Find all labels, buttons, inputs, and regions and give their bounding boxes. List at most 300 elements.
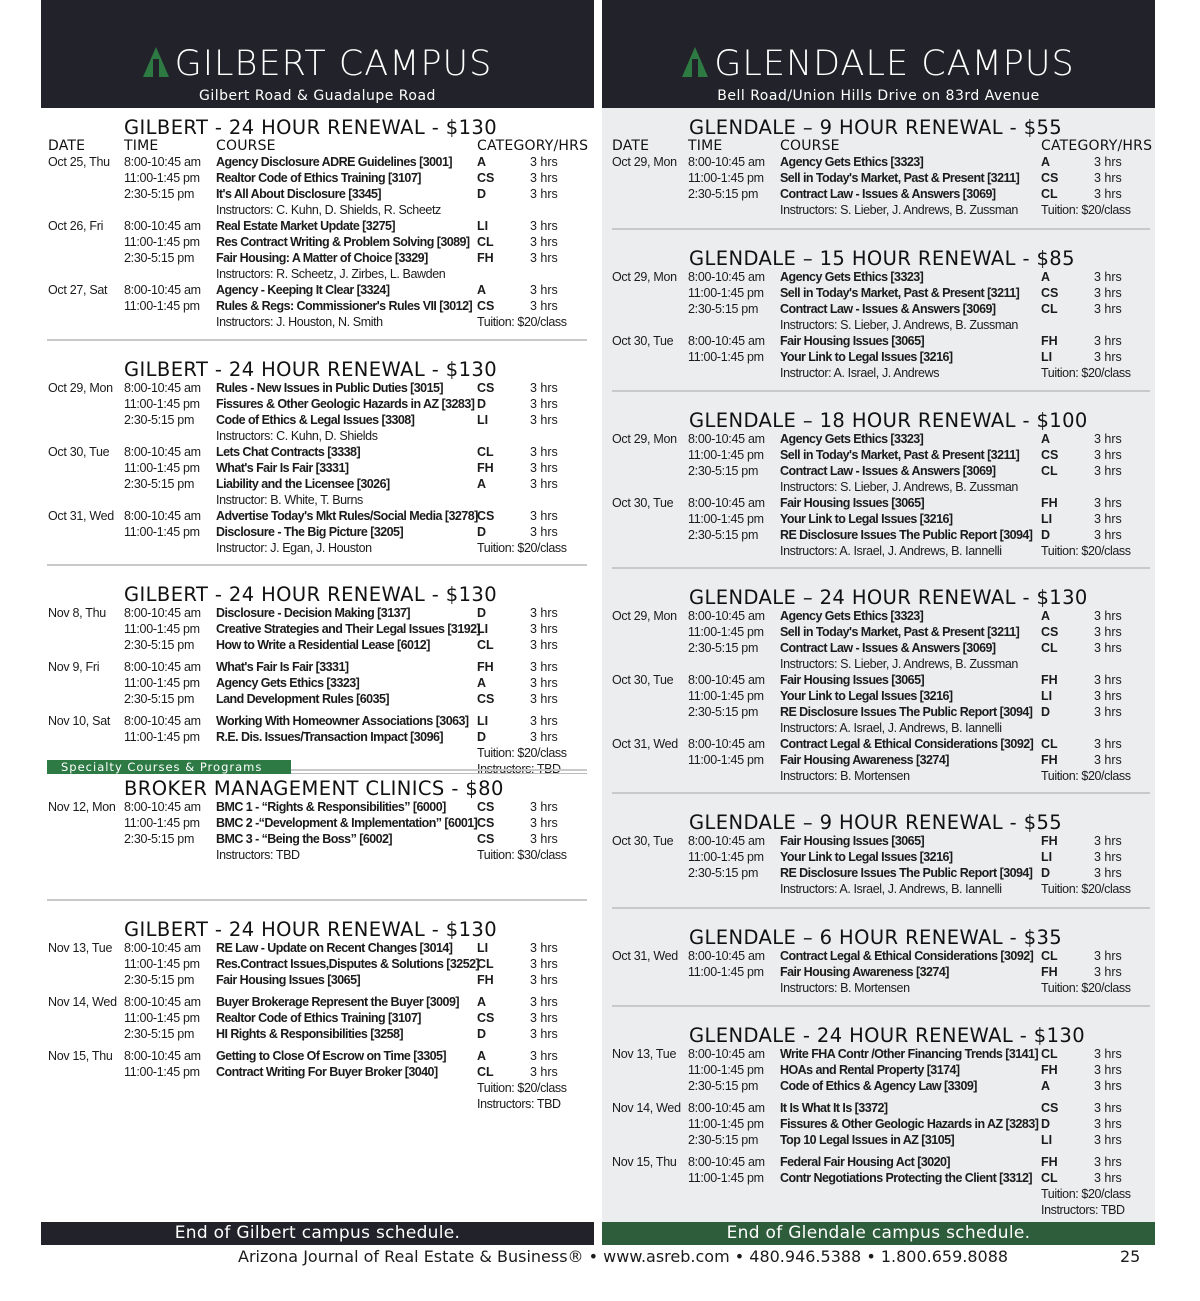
course-hours: 3 hrs <box>530 509 558 523</box>
course-time: 11:00-1:45 pm <box>688 1117 764 1131</box>
course-category: CL <box>477 957 494 971</box>
course-time: 8:00-10:45 am <box>688 1101 765 1115</box>
course-row <box>41 170 594 186</box>
course-hours: 3 hrs <box>530 800 558 814</box>
specialty-rule <box>291 773 587 774</box>
glendale-schedule <box>602 108 1155 1222</box>
course-name: Contract Legal & Ethical Considerations [3092] <box>780 949 1034 963</box>
course-category: FH <box>477 660 494 674</box>
course-time: 8:00-10:45 am <box>124 941 201 955</box>
course-row <box>602 688 1155 704</box>
course-name: Disclosure - The Big Picture [3205] <box>216 525 404 539</box>
tuition-note: Tuition: $20/class <box>1041 1187 1131 1201</box>
tree-logo-icon <box>143 47 169 77</box>
course-category: D <box>477 606 487 620</box>
course-name: Fissures & Other Geologic Hazards in AZ [3283] <box>216 397 475 411</box>
course-time: 11:00-1:45 pm <box>688 1171 764 1185</box>
course-row <box>41 396 594 412</box>
course-time: 2:30-5:15 pm <box>688 1079 759 1093</box>
course-time: 2:30-5:15 pm <box>688 1133 759 1147</box>
course-hours: 3 hrs <box>530 957 558 971</box>
course-category: CL <box>1041 737 1058 751</box>
course-time: 11:00-1:45 pm <box>688 625 764 639</box>
course-name: Code of Ethics & Legal Issues [3308] <box>216 413 415 427</box>
course-hours: 3 hrs <box>1094 1047 1122 1061</box>
course-date: Nov 14, Wed <box>612 1101 681 1115</box>
course-name: RE Disclosure Issues The Public Report [3094] <box>780 528 1033 542</box>
course-hours: 3 hrs <box>530 1049 558 1063</box>
course-date: Oct 30, Tue <box>612 834 674 848</box>
course-name: Fair Housing Issues [3065] <box>780 834 925 848</box>
column-header-time: TIME <box>124 138 159 154</box>
course-category: CL <box>477 1065 494 1079</box>
course-time: 8:00-10:45 am <box>688 1047 765 1061</box>
course-hours: 3 hrs <box>530 1065 558 1079</box>
course-date: Oct 30, Tue <box>612 334 674 348</box>
section-divider <box>612 228 1150 230</box>
course-name: Creative Strategies and Their Legal Issues [3192] <box>216 622 481 636</box>
course-row <box>602 640 1155 656</box>
course-row <box>41 831 594 847</box>
course-category: CL <box>1041 1047 1058 1061</box>
course-hours: 3 hrs <box>1094 1133 1122 1147</box>
tuition-note: Tuition: $20/class <box>477 1081 567 1095</box>
course-name: Code of Ethics & Agency Law [3309] <box>780 1079 977 1093</box>
column-header-date: DATE <box>48 138 86 154</box>
course-category: A <box>1041 270 1051 284</box>
course-hours: 3 hrs <box>530 1027 558 1041</box>
course-row <box>41 815 594 831</box>
course-hours: 3 hrs <box>1094 834 1122 848</box>
course-name: Agency Gets Ethics [3323] <box>780 270 924 284</box>
course-category: CS <box>1041 625 1059 639</box>
course-row <box>602 154 1155 170</box>
instructors-note: Instructors: A. Israel, J. Andrews, B. Iannelli <box>780 544 1002 558</box>
course-category: FH <box>1041 965 1058 979</box>
course-row <box>602 1046 1155 1062</box>
course-time: 11:00-1:45 pm <box>124 171 200 185</box>
course-time: 8:00-10:45 am <box>124 283 201 297</box>
course-row <box>602 463 1155 479</box>
course-hours: 3 hrs <box>1094 689 1122 703</box>
course-category: LI <box>1041 1133 1053 1147</box>
course-time: 2:30-5:15 pm <box>124 973 195 987</box>
course-name: Fair Housing Awareness [3274] <box>780 965 949 979</box>
course-hours: 3 hrs <box>1094 609 1122 623</box>
course-hours: 3 hrs <box>530 660 558 674</box>
course-hours: 3 hrs <box>530 525 558 539</box>
course-name: BMC 3 - “Being the Boss” [6002] <box>216 832 393 846</box>
course-time: 8:00-10:45 am <box>688 270 765 284</box>
course-name: Sell in Today's Market, Past & Present [3211] <box>780 625 1020 639</box>
course-time: 8:00-10:45 am <box>124 445 201 459</box>
course-date: Oct 30, Tue <box>612 673 674 687</box>
course-date: Oct 29, Mon <box>612 609 677 623</box>
section-title: GILBERT - 24 HOUR RENEWAL - $130 <box>124 918 497 941</box>
course-name: Write FHA Contr /Other Financing Trends [3141] <box>780 1047 1039 1061</box>
course-row <box>41 675 594 691</box>
section-divider <box>612 792 1150 794</box>
course-category: CS <box>477 171 495 185</box>
course-category: LI <box>477 219 489 233</box>
course-row <box>41 691 594 707</box>
course-time: 11:00-1:45 pm <box>124 397 200 411</box>
course-row <box>602 1062 1155 1078</box>
course-time: 2:30-5:15 pm <box>124 692 195 706</box>
course-row <box>41 460 594 476</box>
instructors-note: Instructors: S. Lieber, J. Andrews, B. Zussman <box>780 203 1018 217</box>
course-name: Getting to Close Of Escrow on Time [3305] <box>216 1049 447 1063</box>
course-category: CS <box>477 832 495 846</box>
course-date: Oct 26, Fri <box>48 219 104 233</box>
course-row <box>602 1100 1155 1116</box>
course-row <box>602 349 1155 365</box>
gilbert-campus-header <box>41 0 594 108</box>
course-category: LI <box>477 941 489 955</box>
course-time: 2:30-5:15 pm <box>688 705 759 719</box>
course-time: 11:00-1:45 pm <box>688 1063 764 1077</box>
course-time: 11:00-1:45 pm <box>124 1011 200 1025</box>
course-row <box>602 170 1155 186</box>
course-time: 11:00-1:45 pm <box>124 622 200 636</box>
course-date: Oct 30, Tue <box>48 445 110 459</box>
course-category: FH <box>1041 1155 1058 1169</box>
course-time: 11:00-1:45 pm <box>124 676 200 690</box>
course-time: 2:30-5:15 pm <box>688 528 759 542</box>
course-row <box>41 637 594 653</box>
tuition-note: Instructors: TBD <box>477 762 561 776</box>
course-row <box>41 444 594 460</box>
instructors-note: Instructors: A. Israel, J. Andrews, B. Iannelli <box>780 882 1002 896</box>
instructors-note: Instructors: S. Lieber, J. Andrews, B. Zussman <box>780 318 1018 332</box>
course-row <box>602 752 1155 768</box>
course-name: Your Link to Legal Issues [3216] <box>780 689 953 703</box>
course-category: D <box>477 730 487 744</box>
course-hours: 3 hrs <box>1094 641 1122 655</box>
course-name: What's Fair Is Fair [3331] <box>216 660 349 674</box>
course-time: 2:30-5:15 pm <box>688 187 759 201</box>
course-name: Rules & Regs: Commissioner's Rules VII [3012] <box>216 299 473 313</box>
section-divider <box>612 390 1150 392</box>
course-name: Contract Law - Issues & Answers [3069] <box>780 641 996 655</box>
section-divider <box>612 907 1150 909</box>
course-hours: 3 hrs <box>1094 496 1122 510</box>
course-name: Contract Legal & Ethical Considerations [3092] <box>780 737 1034 751</box>
tuition-note: Instructors: TBD <box>477 1097 561 1111</box>
glendale-campus-address: Bell Road/Union Hills Drive on 83rd Avenue <box>717 88 1040 104</box>
course-category: D <box>477 1027 487 1041</box>
section-divider <box>47 564 587 566</box>
course-hours: 3 hrs <box>530 461 558 475</box>
course-row <box>41 234 594 250</box>
course-name: Federal Fair Housing Act [3020] <box>780 1155 951 1169</box>
course-time: 11:00-1:45 pm <box>124 461 200 475</box>
course-time: 11:00-1:45 pm <box>124 1065 200 1079</box>
course-name: Sell in Today's Market, Past & Present [3211] <box>780 448 1020 462</box>
instructors-note: Instructors: A. Israel, J. Andrews, B. Iannelli <box>780 721 1002 735</box>
course-row <box>41 476 594 492</box>
course-name: Realtor Code of Ethics Training [3107] <box>216 1011 421 1025</box>
course-name: BMC 2 -“Development & Implementation” [6001] <box>216 816 478 830</box>
course-date: Nov 12, Mon <box>48 800 116 814</box>
course-category: CS <box>1041 286 1059 300</box>
course-name: HOAs and Rental Property [3174] <box>780 1063 960 1077</box>
course-category: CL <box>477 235 494 249</box>
course-category: D <box>1041 1117 1051 1131</box>
course-category: CL <box>1041 464 1058 478</box>
course-time: 8:00-10:45 am <box>688 1155 765 1169</box>
course-name: Top 10 Legal Issues in AZ [3105] <box>780 1133 955 1147</box>
course-time: 8:00-10:45 am <box>124 381 201 395</box>
course-category: A <box>1041 432 1051 446</box>
course-category: LI <box>1041 350 1053 364</box>
course-name: Agency Gets Ethics [3323] <box>780 155 924 169</box>
course-name: Disclosure - Decision Making [3137] <box>216 606 411 620</box>
course-date: Nov 15, Thu <box>48 1049 113 1063</box>
course-time: 11:00-1:45 pm <box>124 957 200 971</box>
course-name: Liability and the Licensee [3026] <box>216 477 390 491</box>
course-row <box>602 1170 1155 1186</box>
course-row <box>41 1026 594 1042</box>
course-name: Working With Homeowner Associations [3063] <box>216 714 469 728</box>
course-category: LI <box>1041 689 1053 703</box>
course-time: 2:30-5:15 pm <box>124 413 195 427</box>
course-category: CS <box>477 1011 495 1025</box>
course-row <box>602 333 1155 349</box>
course-time: 11:00-1:45 pm <box>688 965 764 979</box>
course-category: FH <box>477 973 494 987</box>
course-name: Contract Law - Issues & Answers [3069] <box>780 302 996 316</box>
course-hours: 3 hrs <box>1094 737 1122 751</box>
column-header-course: COURSE <box>780 138 840 154</box>
instructors-note: Instructors: TBD <box>216 848 300 862</box>
course-row <box>602 704 1155 720</box>
course-time: 8:00-10:45 am <box>688 155 765 169</box>
course-hours: 3 hrs <box>1094 334 1122 348</box>
course-category: CL <box>1041 641 1058 655</box>
course-category: CS <box>1041 171 1059 185</box>
course-name: Your Link to Legal Issues [3216] <box>780 350 953 364</box>
course-time: 2:30-5:15 pm <box>688 641 759 655</box>
tuition-note: Tuition: $20/class <box>1041 981 1131 995</box>
course-row <box>602 527 1155 543</box>
course-hours: 3 hrs <box>530 445 558 459</box>
course-hours: 3 hrs <box>1094 1155 1122 1169</box>
instructors-note: Instructors: S. Lieber, J. Andrews, B. Zussman <box>780 657 1018 671</box>
course-category: CS <box>477 509 495 523</box>
course-row <box>602 865 1155 881</box>
course-category: A <box>1041 609 1051 623</box>
course-category: A <box>477 155 487 169</box>
course-time: 11:00-1:45 pm <box>124 525 200 539</box>
course-name: Fair Housing: A Matter of Choice [3329] <box>216 251 428 265</box>
course-date: Nov 9, Fri <box>48 660 100 674</box>
course-hours: 3 hrs <box>1094 850 1122 864</box>
course-time: 2:30-5:15 pm <box>124 832 195 846</box>
course-date: Oct 29, Mon <box>612 432 677 446</box>
column-header-course: COURSE <box>216 138 276 154</box>
course-hours: 3 hrs <box>530 187 558 201</box>
instructors-note: Instructors: B. Mortensen <box>780 769 910 783</box>
course-category: CS <box>477 800 495 814</box>
course-category: CS <box>477 692 495 706</box>
course-time: 8:00-10:45 am <box>124 800 201 814</box>
tuition-note: Tuition: $30/class <box>477 848 567 862</box>
course-hours: 3 hrs <box>1094 286 1122 300</box>
course-hours: 3 hrs <box>1094 528 1122 542</box>
course-row <box>41 298 594 314</box>
course-name: Fair Housing Issues [3065] <box>780 334 925 348</box>
course-name: RE Disclosure Issues The Public Report [3094] <box>780 705 1033 719</box>
course-row <box>41 1048 594 1064</box>
course-row <box>602 672 1155 688</box>
footer-contact: Arizona Journal of Real Estate & Business® • www.asreb.com • 480.946.5388 • 1.800.659.8088 <box>238 1247 1009 1266</box>
course-hours: 3 hrs <box>530 413 558 427</box>
column-header-category: CATEGORY/HRS <box>1041 138 1153 154</box>
course-time: 11:00-1:45 pm <box>688 286 764 300</box>
glendale-campus-title: GLENDALE CAMPUS <box>714 44 1075 84</box>
course-row <box>602 495 1155 511</box>
course-name: Sell in Today's Market, Past & Present [3211] <box>780 171 1020 185</box>
course-time: 8:00-10:45 am <box>688 949 765 963</box>
course-row <box>41 186 594 202</box>
course-row <box>602 1132 1155 1148</box>
course-category: D <box>477 397 487 411</box>
course-date: Oct 31, Wed <box>48 509 114 523</box>
course-hours: 3 hrs <box>1094 171 1122 185</box>
course-time: 8:00-10:45 am <box>688 432 765 446</box>
course-hours: 3 hrs <box>530 235 558 249</box>
column-header-date: DATE <box>612 138 650 154</box>
course-hours: 3 hrs <box>530 973 558 987</box>
section-divider <box>47 339 587 341</box>
course-category: FH <box>1041 834 1058 848</box>
course-time: 11:00-1:45 pm <box>124 299 200 313</box>
course-name: How to Write a Residential Lease [6012] <box>216 638 430 652</box>
course-category: CS <box>1041 448 1059 462</box>
course-hours: 3 hrs <box>530 622 558 636</box>
course-category: LI <box>477 714 489 728</box>
course-hours: 3 hrs <box>1094 155 1122 169</box>
course-row <box>41 729 594 745</box>
course-hours: 3 hrs <box>530 714 558 728</box>
course-category: FH <box>1041 753 1058 767</box>
course-hours: 3 hrs <box>1094 432 1122 446</box>
course-row <box>602 447 1155 463</box>
course-name: Your Link to Legal Issues [3216] <box>780 850 953 864</box>
course-time: 11:00-1:45 pm <box>124 235 200 249</box>
course-name: Fissures & Other Geologic Hazards in AZ [3283] <box>780 1117 1039 1131</box>
course-row <box>602 511 1155 527</box>
course-row <box>41 713 594 729</box>
course-name: BMC 1 - “Rights & Responsibilities” [6000] <box>216 800 446 814</box>
course-hours: 3 hrs <box>1094 705 1122 719</box>
course-hours: 3 hrs <box>1094 965 1122 979</box>
course-category: D <box>477 525 487 539</box>
course-time: 11:00-1:45 pm <box>688 689 764 703</box>
instructors-note: Instructors: B. Mortensen <box>780 981 910 995</box>
course-time: 8:00-10:45 am <box>124 155 201 169</box>
section-title: BROKER MANAGEMENT CLINICS - $80 <box>124 777 504 800</box>
course-name: Agency Gets Ethics [3323] <box>780 432 924 446</box>
course-category: FH <box>477 461 494 475</box>
course-row <box>41 1010 594 1026</box>
course-hours: 3 hrs <box>530 171 558 185</box>
course-name: Advertise Today's Mkt Rules/Social Media [3278] <box>216 509 478 523</box>
course-category: D <box>1041 528 1051 542</box>
course-row <box>41 621 594 637</box>
course-category: CL <box>1041 302 1058 316</box>
tuition-note: Instructors: TBD <box>1041 1203 1125 1217</box>
course-row <box>602 964 1155 980</box>
instructors-note: Instructor: B. White, T. Burns <box>216 493 363 507</box>
course-time: 11:00-1:45 pm <box>124 816 200 830</box>
course-row <box>41 799 594 815</box>
course-row <box>602 833 1155 849</box>
section-title: GLENDALE – 24 HOUR RENEWAL - $130 <box>689 586 1088 609</box>
course-row <box>41 972 594 988</box>
course-time: 11:00-1:45 pm <box>688 350 764 364</box>
course-hours: 3 hrs <box>530 676 558 690</box>
specialty-tag: Specialty Courses & Programs <box>47 760 291 774</box>
course-time: 2:30-5:15 pm <box>124 638 195 652</box>
course-hours: 3 hrs <box>530 816 558 830</box>
course-row <box>41 605 594 621</box>
course-name: Realtor Code of Ethics Training [3107] <box>216 171 421 185</box>
course-category: A <box>1041 1079 1051 1093</box>
course-date: Oct 30, Tue <box>612 496 674 510</box>
course-category: A <box>477 676 487 690</box>
course-category: A <box>477 477 487 491</box>
glendale-campus-header <box>602 0 1155 108</box>
course-hours: 3 hrs <box>530 638 558 652</box>
course-name: Buyer Brokerage Represent the Buyer [3009] <box>216 995 459 1009</box>
course-time: 8:00-10:45 am <box>688 334 765 348</box>
course-category: CS <box>477 299 495 313</box>
course-hours: 3 hrs <box>1094 673 1122 687</box>
course-row <box>602 624 1155 640</box>
course-time: 11:00-1:45 pm <box>688 512 764 526</box>
course-name: Contr Negotiations Protecting the Client [3312] <box>780 1171 1032 1185</box>
course-name: Fair Housing Issues [3065] <box>780 673 925 687</box>
tuition-note: Tuition: $20/class <box>1041 366 1131 380</box>
course-hours: 3 hrs <box>1094 350 1122 364</box>
course-category: A <box>477 1049 487 1063</box>
page-footer <box>0 1246 1200 1268</box>
section-title: GLENDALE – 9 HOUR RENEWAL - $55 <box>689 116 1063 139</box>
course-hours: 3 hrs <box>1094 866 1122 880</box>
course-row <box>602 948 1155 964</box>
course-date: Nov 15, Thu <box>612 1155 677 1169</box>
instructors-note: Instructors: S. Lieber, J. Andrews, B. Zussman <box>780 480 1018 494</box>
course-name: Res.Contract Issues,Disputes & Solutions [3252] <box>216 957 480 971</box>
course-name: Real Estate Market Update [3275] <box>216 219 396 233</box>
course-hours: 3 hrs <box>1094 625 1122 639</box>
course-time: 2:30-5:15 pm <box>124 187 195 201</box>
course-hours: 3 hrs <box>530 299 558 313</box>
course-category: CL <box>477 638 494 652</box>
course-name: Rules - New Issues in Public Duties [3015] <box>216 381 443 395</box>
course-hours: 3 hrs <box>1094 448 1122 462</box>
course-name: Fair Housing Awareness [3274] <box>780 753 949 767</box>
course-row <box>602 1078 1155 1094</box>
course-hours: 3 hrs <box>1094 464 1122 478</box>
course-hours: 3 hrs <box>1094 302 1122 316</box>
course-time: 8:00-10:45 am <box>124 660 201 674</box>
instructors-note: Instructors: C. Kuhn, D. Shields <box>216 429 378 443</box>
instructors-note: Instructors: J. Houston, N. Smith <box>216 315 383 329</box>
course-date: Oct 25, Thu <box>48 155 110 169</box>
